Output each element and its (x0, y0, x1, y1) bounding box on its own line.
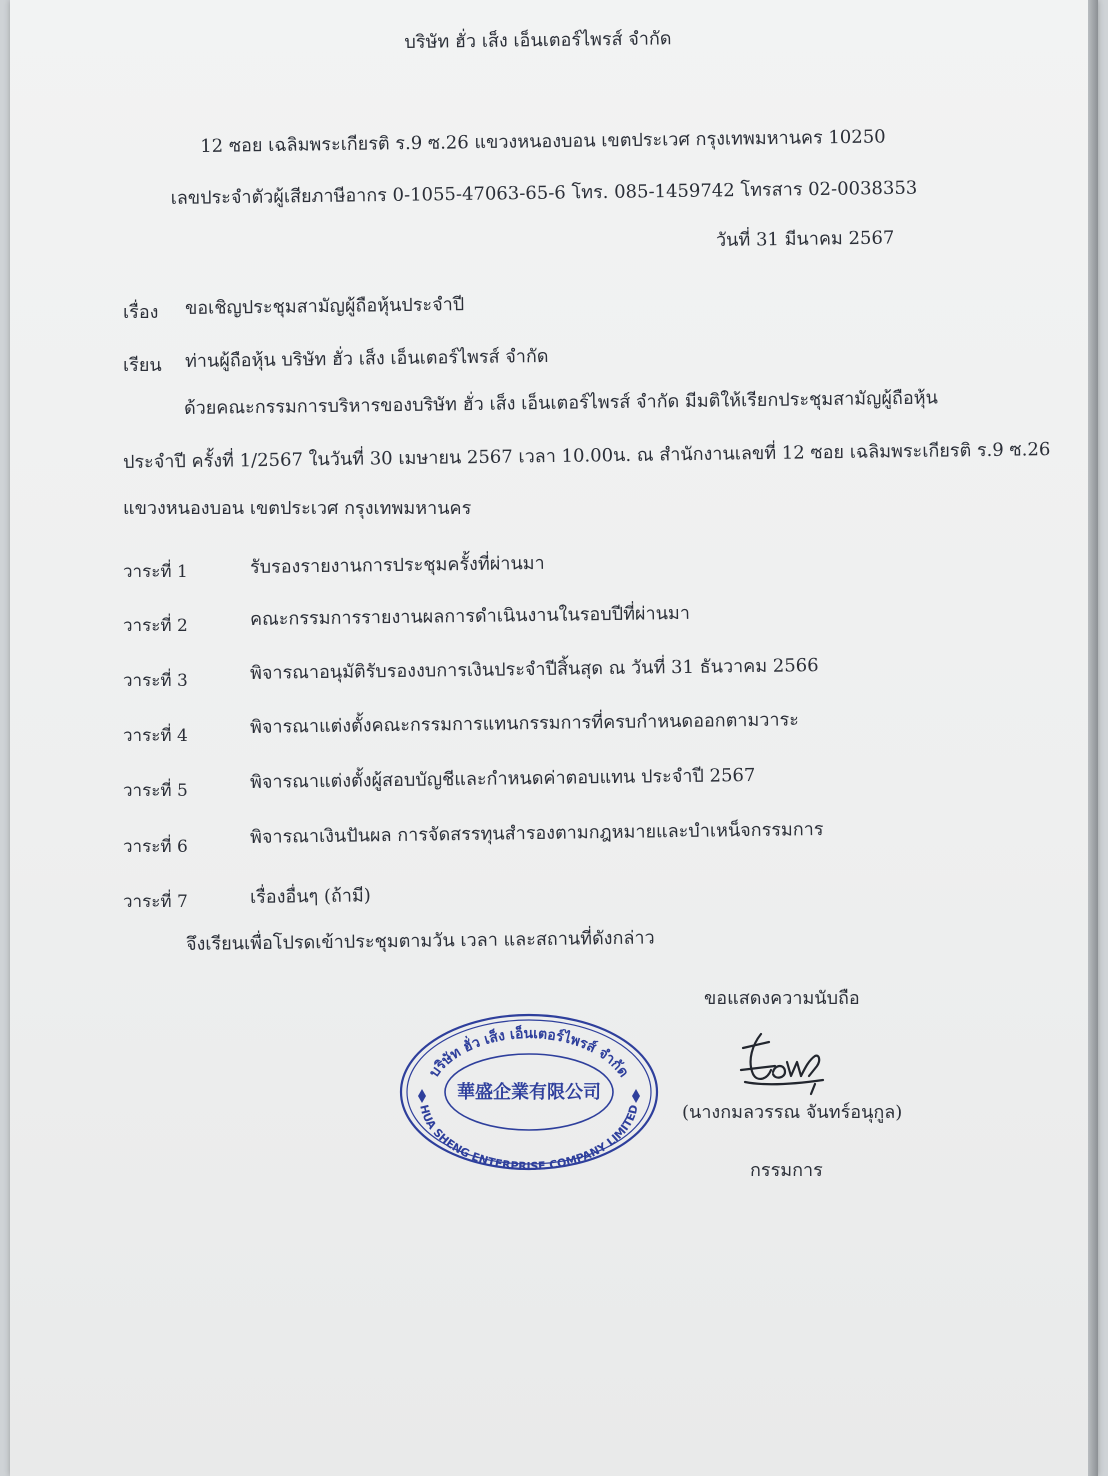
agenda-item-7-text: เรื่องอื่นๆ (ถ้ามี) (249, 885, 371, 908)
tax-id-contact-line: เลขประจำตัวผู้เสียภาษีอากร 0-1055-47063-65-6 โทร. 085-1459742 โทรสาร 02-0038353 (170, 177, 918, 209)
agenda-item-1-label: วาระที่ 1 (123, 562, 188, 582)
agenda-item-6-text: พิจารณาเงินปันผล การจัดสรรทุนสำรองตามกฎหมายและบำเหน็จกรรมการ (249, 818, 824, 848)
stamp-english-name: HUA SHENG ENTERPRISE COMPANY LIMITED (417, 1103, 641, 1172)
signature (735, 1030, 830, 1100)
agenda-item-2-text: คณะกรรมการรายงานผลการดำเนินงานในรอบปีที่ผ่านมา (249, 602, 691, 630)
agenda-item-2-label: วาระที่ 2 (123, 616, 188, 636)
agenda-item-3-text: พิจารณาอนุมัติรับรองงบการเงินประจำปีสิ้นสุด ณ วันที่ 31 ธันวาคม 2566 (249, 655, 819, 684)
agenda-item-4-text: พิจารณาแต่งตั้งคณะกรรมการแทนกรรมการที่ครบกำหนดออกตามวาระ (249, 709, 799, 738)
company-name-header: บริษัท ฮั่ว เส็ง เอ็นเตอร์ไพรส์ จำกัด (404, 28, 672, 53)
body-paragraph-line-3: แขวงหนองบอน เขตประเวศ กรุงเทพมหานคร (123, 498, 472, 519)
recipient-label: เรียน (123, 355, 162, 376)
agenda-item-5-label: วาระที่ 5 (123, 781, 188, 801)
company-address: 12 ซอย เฉลิมพระเกียรติ ร.9 ซ.26 แขวงหนองบอน เขตประเวศ กรุงเทพมหานคร 10250 (200, 126, 886, 157)
stamp-thai-name: บริษัท ฮั่ว เส็ง เอ็นเตอร์ไพรส์ จำกัด (426, 1025, 632, 1081)
letter-page (10, 0, 1098, 1476)
agenda-item-6-label: วาระที่ 6 (123, 837, 188, 857)
agenda-item-5-text: พิจารณาแต่งตั้งผู้สอบบัญชีและกำหนดค่าตอบแทน ประจำปี 2567 (249, 764, 756, 793)
closing-regards: ขอแสดงความนับถือ (704, 988, 860, 1009)
agenda-item-1-text: รับรองรายงานการประชุมครั้งที่ผ่านมา (249, 552, 545, 578)
agenda-item-4-label: วาระที่ 4 (123, 726, 188, 746)
svg-text:HUA SHENG ENTERPRISE COMPANY L (417, 1104, 641, 1172)
body-paragraph-line-2: ประจำปี ครั้งที่ 1/2567 ในวันที่ 30 เมษายน 2567 เวลา 10.00น. ณ สำนักงานเลขที่ 12 ซอย เฉลิมพระเกียรติ ร.9 ซ.26 (122, 439, 1051, 473)
recipient-text: ท่านผู้ถือหุ้น บริษัท ฮั่ว เส็ง เอ็นเตอร์ไพรส์ จำกัด (184, 345, 549, 372)
closing-invitation: จึงเรียนเพื่อโปรดเข้าประชุมตามวัน เวลา และสถานที่ดังกล่าว (185, 927, 655, 955)
letter-date: วันที่ 31 มีนาคม 2567 (715, 227, 895, 251)
company-seal-stamp (398, 1012, 660, 1172)
signer-title: กรรมการ (750, 1160, 823, 1181)
subject-text: ขอเชิญประชุมสามัญผู้ถือหุ้นประจำปี (184, 294, 465, 319)
subject-label: เรื่อง (123, 302, 159, 323)
signer-name: (นางกมลวรรณ จันทร์อนุกูล) (682, 1102, 903, 1123)
stamp-chinese-name: 華盛企業有限公司 (457, 1082, 601, 1103)
agenda-item-3-label: วาระที่ 3 (123, 671, 188, 691)
agenda-item-7-label: วาระที่ 7 (123, 892, 188, 912)
body-paragraph-line-1: ด้วยคณะกรรมการบริหารของบริษัท ฮั่ว เส็ง เอ็นเตอร์ไพรส์ จำกัด มีมติให้เรียกประชุมสามัญผู้ถือหุ้น (183, 387, 939, 419)
page-edge-shadow (1088, 0, 1098, 1476)
